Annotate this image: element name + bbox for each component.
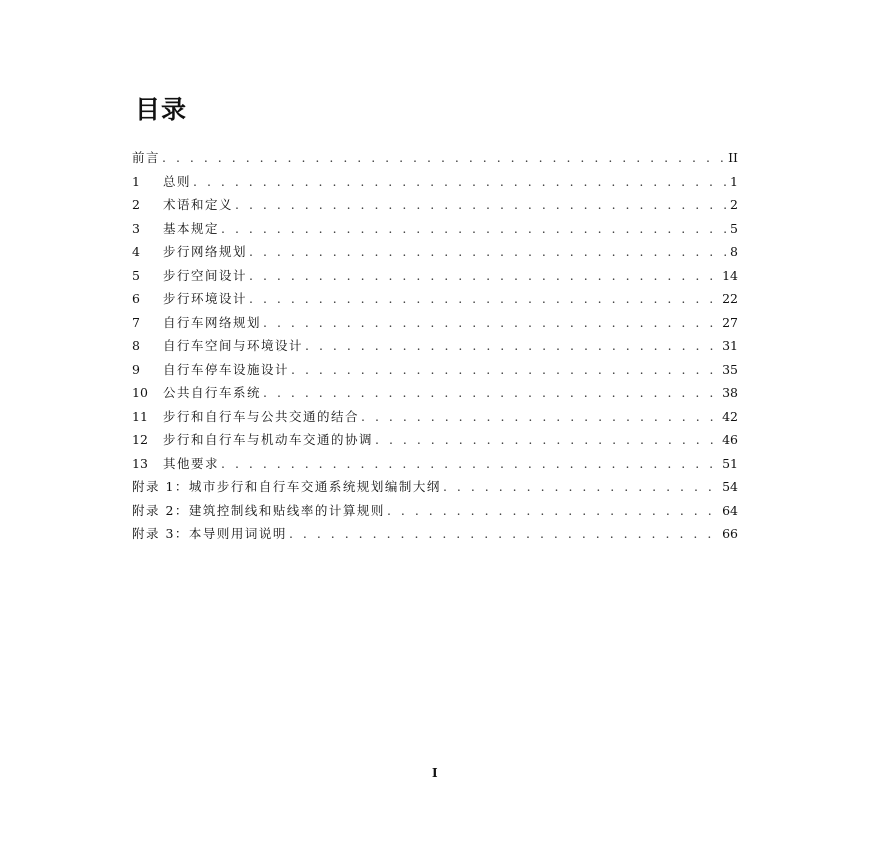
toc-entry-title: 前言 xyxy=(132,150,161,165)
toc-entry-number: 1 xyxy=(132,173,140,189)
toc-entry-number: 8 xyxy=(132,338,140,353)
toc-dot-leader xyxy=(193,170,726,194)
toc-entry-10[interactable] xyxy=(132,381,738,405)
toc-entry-page: 14 xyxy=(722,267,738,283)
toc-dot-leader xyxy=(263,311,718,335)
toc-entry-number: 13 xyxy=(132,455,148,471)
toc-entry-number: 3 xyxy=(132,220,140,236)
toc-entry-9[interactable] xyxy=(132,358,738,382)
toc-entry-appendix-2[interactable] xyxy=(132,499,738,523)
toc-dot-leader xyxy=(443,475,718,499)
toc-entry-title: 附录 3：本导则用词说明 xyxy=(132,526,287,541)
toc-entry-number: 5 xyxy=(132,267,140,283)
toc-entry-8[interactable] xyxy=(132,334,738,358)
toc-entry-13[interactable] xyxy=(132,452,738,476)
toc-dot-leader xyxy=(221,217,726,241)
toc-entry-number: 11 xyxy=(132,408,148,424)
toc-entry-page: 1 xyxy=(730,173,738,189)
toc-dot-leader xyxy=(249,240,726,264)
toc-entry-2[interactable] xyxy=(132,193,738,217)
toc-entry-page: 8 xyxy=(730,244,738,259)
toc-entry-title: 步行环境设计 xyxy=(163,291,248,306)
toc-entry-title: 步行空间设计 xyxy=(163,267,248,283)
toc-entry-title: 步行和自行车与机动车交通的协调 xyxy=(163,432,374,447)
toc-entry-4[interactable] xyxy=(132,240,738,264)
toc-entry-title: 步行和自行车与公共交通的结合 xyxy=(163,408,360,424)
toc-entry-number: 4 xyxy=(132,244,140,259)
toc-entry-7[interactable] xyxy=(132,311,738,335)
toc-entry-12[interactable] xyxy=(132,428,738,452)
toc-entry-6[interactable] xyxy=(132,287,738,311)
toc-entry-number: 9 xyxy=(132,361,140,377)
toc-entry-page: 22 xyxy=(722,291,738,306)
toc-entry-page: 66 xyxy=(722,526,738,541)
toc-entry-page: 38 xyxy=(722,385,738,400)
toc-entry-appendix-1[interactable] xyxy=(132,475,738,499)
toc-entry-number: 7 xyxy=(132,314,140,330)
toc-entry-title: 总则 xyxy=(163,173,192,189)
toc-entry-page: 46 xyxy=(722,432,738,447)
toc-entry-number: 2 xyxy=(132,197,140,212)
toc-entry-title: 附录 1：城市步行和自行车交通系统规划编制大纲 xyxy=(132,479,441,494)
page-number: I xyxy=(432,766,438,780)
toc-entry-title: 基本规定 xyxy=(163,220,220,236)
toc-dot-leader xyxy=(375,428,718,452)
toc-entry-title: 自行车停车设施设计 xyxy=(163,361,290,377)
toc-entry-number: 10 xyxy=(132,385,148,400)
toc-dot-leader xyxy=(221,452,718,476)
toc-entry-title: 自行车空间与环境设计 xyxy=(163,338,304,353)
toc-dot-leader xyxy=(263,381,718,405)
page-title: 目录 xyxy=(135,95,188,124)
toc-entry-1[interactable] xyxy=(132,170,738,194)
toc-entry-page: 35 xyxy=(722,361,738,377)
toc-entry-title: 其他要求 xyxy=(163,455,220,471)
toc-entry-page: 2 xyxy=(730,197,738,212)
toc-dot-leader xyxy=(249,287,718,311)
toc-entry-page: 64 xyxy=(722,502,738,518)
toc-entry-page: II xyxy=(728,150,738,165)
toc-entry-page: 42 xyxy=(722,408,738,424)
toc-entry-3[interactable] xyxy=(132,217,738,241)
toc-dot-leader xyxy=(305,334,718,358)
toc-entry-number: 6 xyxy=(132,291,140,306)
toc-dot-leader xyxy=(235,193,726,217)
toc-entry-page: 51 xyxy=(722,455,738,471)
toc-dot-leader xyxy=(249,264,718,288)
toc-dot-leader xyxy=(387,499,718,523)
table-of-contents xyxy=(132,146,738,546)
toc-dot-leader xyxy=(291,358,718,382)
toc-entry-5[interactable] xyxy=(132,264,738,288)
toc-entry-title: 步行网络规划 xyxy=(163,244,248,259)
toc-entry-page: 54 xyxy=(722,479,738,494)
toc-entry-title: 术语和定义 xyxy=(163,197,234,212)
toc-entry-title: 自行车网络规划 xyxy=(163,314,262,330)
toc-dot-leader xyxy=(289,522,718,546)
toc-entry-page: 27 xyxy=(722,314,738,330)
toc-entry-preface[interactable] xyxy=(132,146,738,170)
toc-entry-number: 12 xyxy=(132,432,148,447)
toc-dot-leader xyxy=(361,405,718,429)
toc-entry-page: 31 xyxy=(722,338,738,353)
toc-dot-leader xyxy=(162,146,724,170)
toc-entry-page: 5 xyxy=(730,220,738,236)
toc-entry-appendix-3[interactable] xyxy=(132,522,738,546)
toc-entry-title: 公共自行车系统 xyxy=(163,385,262,400)
toc-entry-title: 附录 2：建筑控制线和贴线率的计算规则 xyxy=(132,502,385,518)
toc-entry-11[interactable] xyxy=(132,405,738,429)
